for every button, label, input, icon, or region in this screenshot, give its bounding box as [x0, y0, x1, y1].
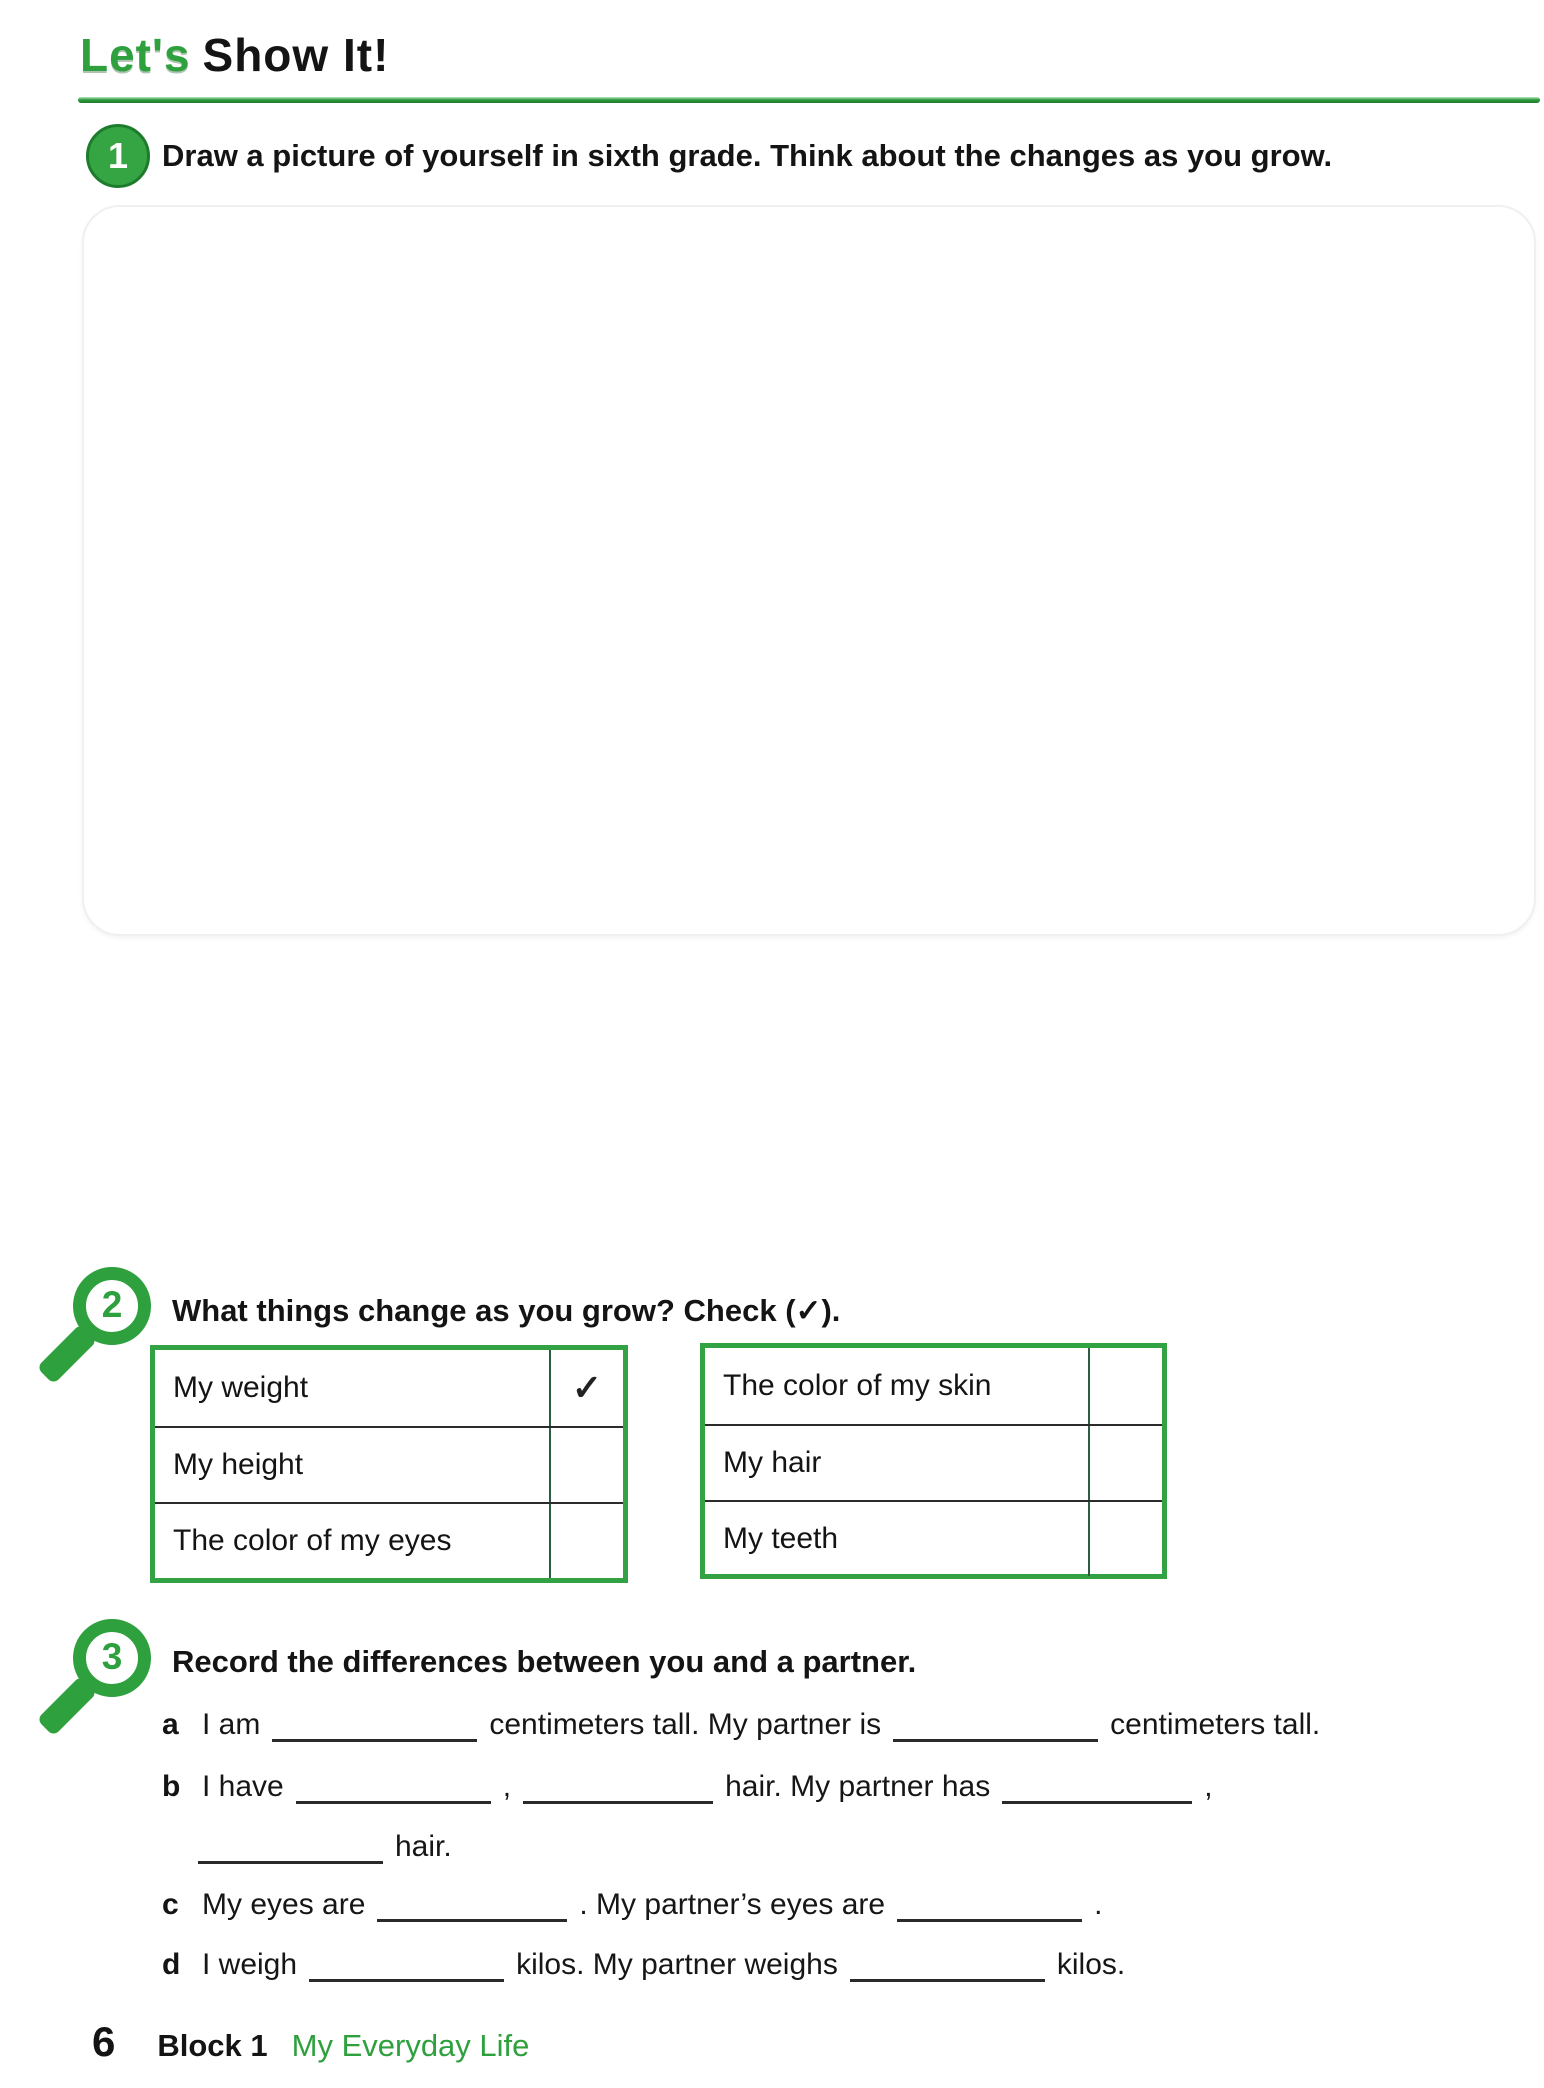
fill-blank[interactable]: [893, 1709, 1098, 1742]
table-row: [705, 1424, 1162, 1500]
page-footer: [92, 2018, 529, 2066]
row-label: The color of my eyes: [173, 1524, 452, 1557]
row-label: My weight: [173, 1371, 309, 1404]
line-text: ,: [1204, 1770, 1213, 1803]
check-table-left: [150, 1345, 628, 1583]
check-cell[interactable]: [1088, 1348, 1162, 1424]
check-cell[interactable]: [549, 1428, 623, 1502]
check-table-right: [700, 1343, 1167, 1579]
line-text: I weigh: [202, 1948, 298, 1981]
fill-blank[interactable]: [296, 1771, 491, 1804]
table-row: [155, 1426, 623, 1502]
check-cell[interactable]: [549, 1504, 623, 1578]
block-title: My Everyday Life: [291, 2028, 530, 2063]
check-cell[interactable]: ✓: [549, 1350, 623, 1426]
check-cell[interactable]: [1088, 1502, 1162, 1576]
line-letter: a: [162, 1708, 179, 1741]
fill-line-b: [162, 1770, 1217, 1804]
fill-blank[interactable]: [1002, 1771, 1192, 1804]
line-text: hair. My partner has: [725, 1770, 991, 1803]
line-text: I am: [202, 1708, 261, 1741]
fill-line-c: [162, 1888, 1106, 1922]
magnifier-handle: [37, 1676, 98, 1737]
magnifier-handle: [37, 1324, 98, 1385]
table-row: [705, 1500, 1162, 1576]
check-cell[interactable]: [1088, 1426, 1162, 1500]
activity2-number: 2: [101, 1284, 123, 1325]
row-label: The color of my skin: [723, 1369, 992, 1402]
table-row: [705, 1348, 1162, 1424]
line-text: hair.: [395, 1830, 452, 1863]
magnifier-icon: [0, 1619, 150, 1769]
block-label: Block 1: [157, 2028, 268, 2063]
fill-line-b2: [198, 1830, 456, 1864]
line-text: .: [1094, 1888, 1103, 1921]
fill-blank[interactable]: [377, 1889, 567, 1922]
line-text: kilos. My partner weighs: [516, 1948, 838, 1981]
line-text: centimeters tall. My partner is: [489, 1708, 882, 1741]
activity3-instruction: Record the differences between you and a partner.: [172, 1644, 917, 1679]
row-label: My hair: [723, 1446, 822, 1479]
line-text: I have: [202, 1770, 284, 1803]
page-title-accent: Let's: [80, 29, 191, 81]
fill-blank[interactable]: [897, 1889, 1082, 1922]
fill-blank[interactable]: [850, 1949, 1045, 1982]
line-text: ,: [502, 1770, 512, 1803]
header-underline: [78, 97, 1540, 103]
row-label: My teeth: [723, 1522, 839, 1555]
fill-line-a: [162, 1708, 1324, 1742]
activity1-instruction: Draw a picture of yourself in sixth grade. Think about the changes as you grow.: [162, 138, 1333, 173]
line-letter: c: [162, 1888, 179, 1921]
activity1-number-badge: 1: [86, 124, 150, 188]
fill-blank[interactable]: [523, 1771, 713, 1804]
page-title: [80, 28, 389, 82]
fill-blank[interactable]: [309, 1949, 504, 1982]
drawing-area[interactable]: [82, 205, 1536, 936]
fill-blank[interactable]: [272, 1709, 477, 1742]
line-letter: d: [162, 1948, 181, 1981]
line-letter: b: [162, 1770, 181, 1803]
line-text: My eyes are: [202, 1888, 366, 1921]
table-row: [155, 1502, 623, 1578]
line-text: kilos.: [1056, 1948, 1126, 1981]
line-text: . My partner’s eyes are: [579, 1888, 886, 1921]
activity2-instruction: What things change as you grow? Check (✓).: [172, 1293, 841, 1328]
page-number: 6: [92, 2018, 116, 2065]
fill-blank[interactable]: [198, 1831, 383, 1864]
page-title-rest: Show It!: [202, 29, 390, 81]
fill-line-d: [162, 1948, 1129, 1982]
magnifier-icon: [0, 1267, 150, 1417]
activity3-number: 3: [101, 1636, 123, 1677]
line-text: centimeters tall.: [1110, 1708, 1321, 1741]
table-row: [155, 1350, 623, 1426]
row-label: My height: [173, 1448, 304, 1481]
